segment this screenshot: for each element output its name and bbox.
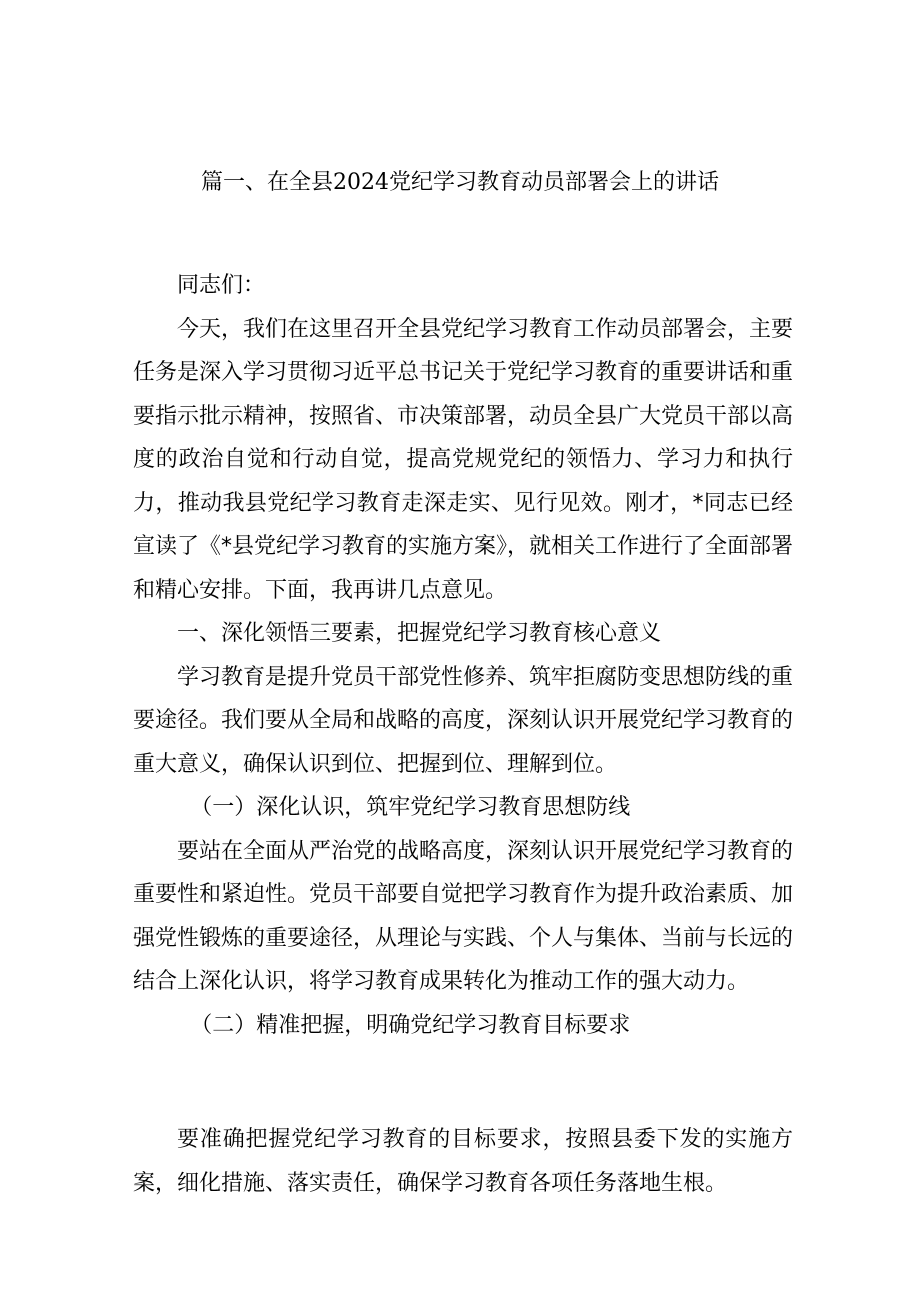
- subsection-heading-1: （一）深化认识，筑牢党纪学习教育思想防线: [190, 795, 631, 820]
- section-1-paragraph: 学习教育是提升党员干部党性修养、筑牢拒腐防变思想防线的重要途径。我们要从全局和战略的高度，深刻认识开展党纪学习教育的重大意义，确保认识到位、把握到位、理解到位。: [133, 664, 794, 777]
- subsection-heading-2: （二）精准把握，明确党纪学习教育目标要求: [190, 1012, 631, 1038]
- subsection-2-paragraph: 要准确把握党纪学习教育的目标要求，按照县委下发的实施方案，细化措施、落实责任，确保学习教育各项任务落地生根。: [133, 1127, 793, 1196]
- document-title: 篇一、在全县2024党纪学习教育动员部署会上的讲话: [201, 170, 719, 195]
- subsection-1-paragraph: 要站在全面从严治党的战略高度，深刻认识开展党纪学习教育的重要性和紧迫性。党员干部要自觉把学习教育作为提升政治素质、加强党性锻炼的重要途径，从理论与实践、个人与集体、当前与长远的结合上深化认识，将学习教育成果转化为推动工作的强大动力。: [133, 838, 794, 994]
- document-body: [133, 264, 793, 1047]
- document-body-continued: [133, 1118, 793, 1205]
- salutation: 同志们：: [177, 273, 266, 298]
- section-heading-1: 一、深化领悟三要素，把握党纪学习教育核心意义: [177, 621, 662, 646]
- intro-paragraph: 今天，我们在这里召开全县党纪学习教育工作动员部署会，主要任务是深入学习贯彻习近平总书记关于党纪学习教育的重要讲话和重要指示批示精神，按照省、市决策部署，动员全县广大党员干部以高度的政治自觉和行动自觉，提高党规党纪的领悟力、学习力和执行力，推动我县党纪学习教育走深走实、见行见效。刚才，*同志已经宣读了《*县党纪学习教育的实施方案》，就相关工作进行了全面部署和精心安排。下面，我再讲几点意见。: [133, 316, 794, 603]
